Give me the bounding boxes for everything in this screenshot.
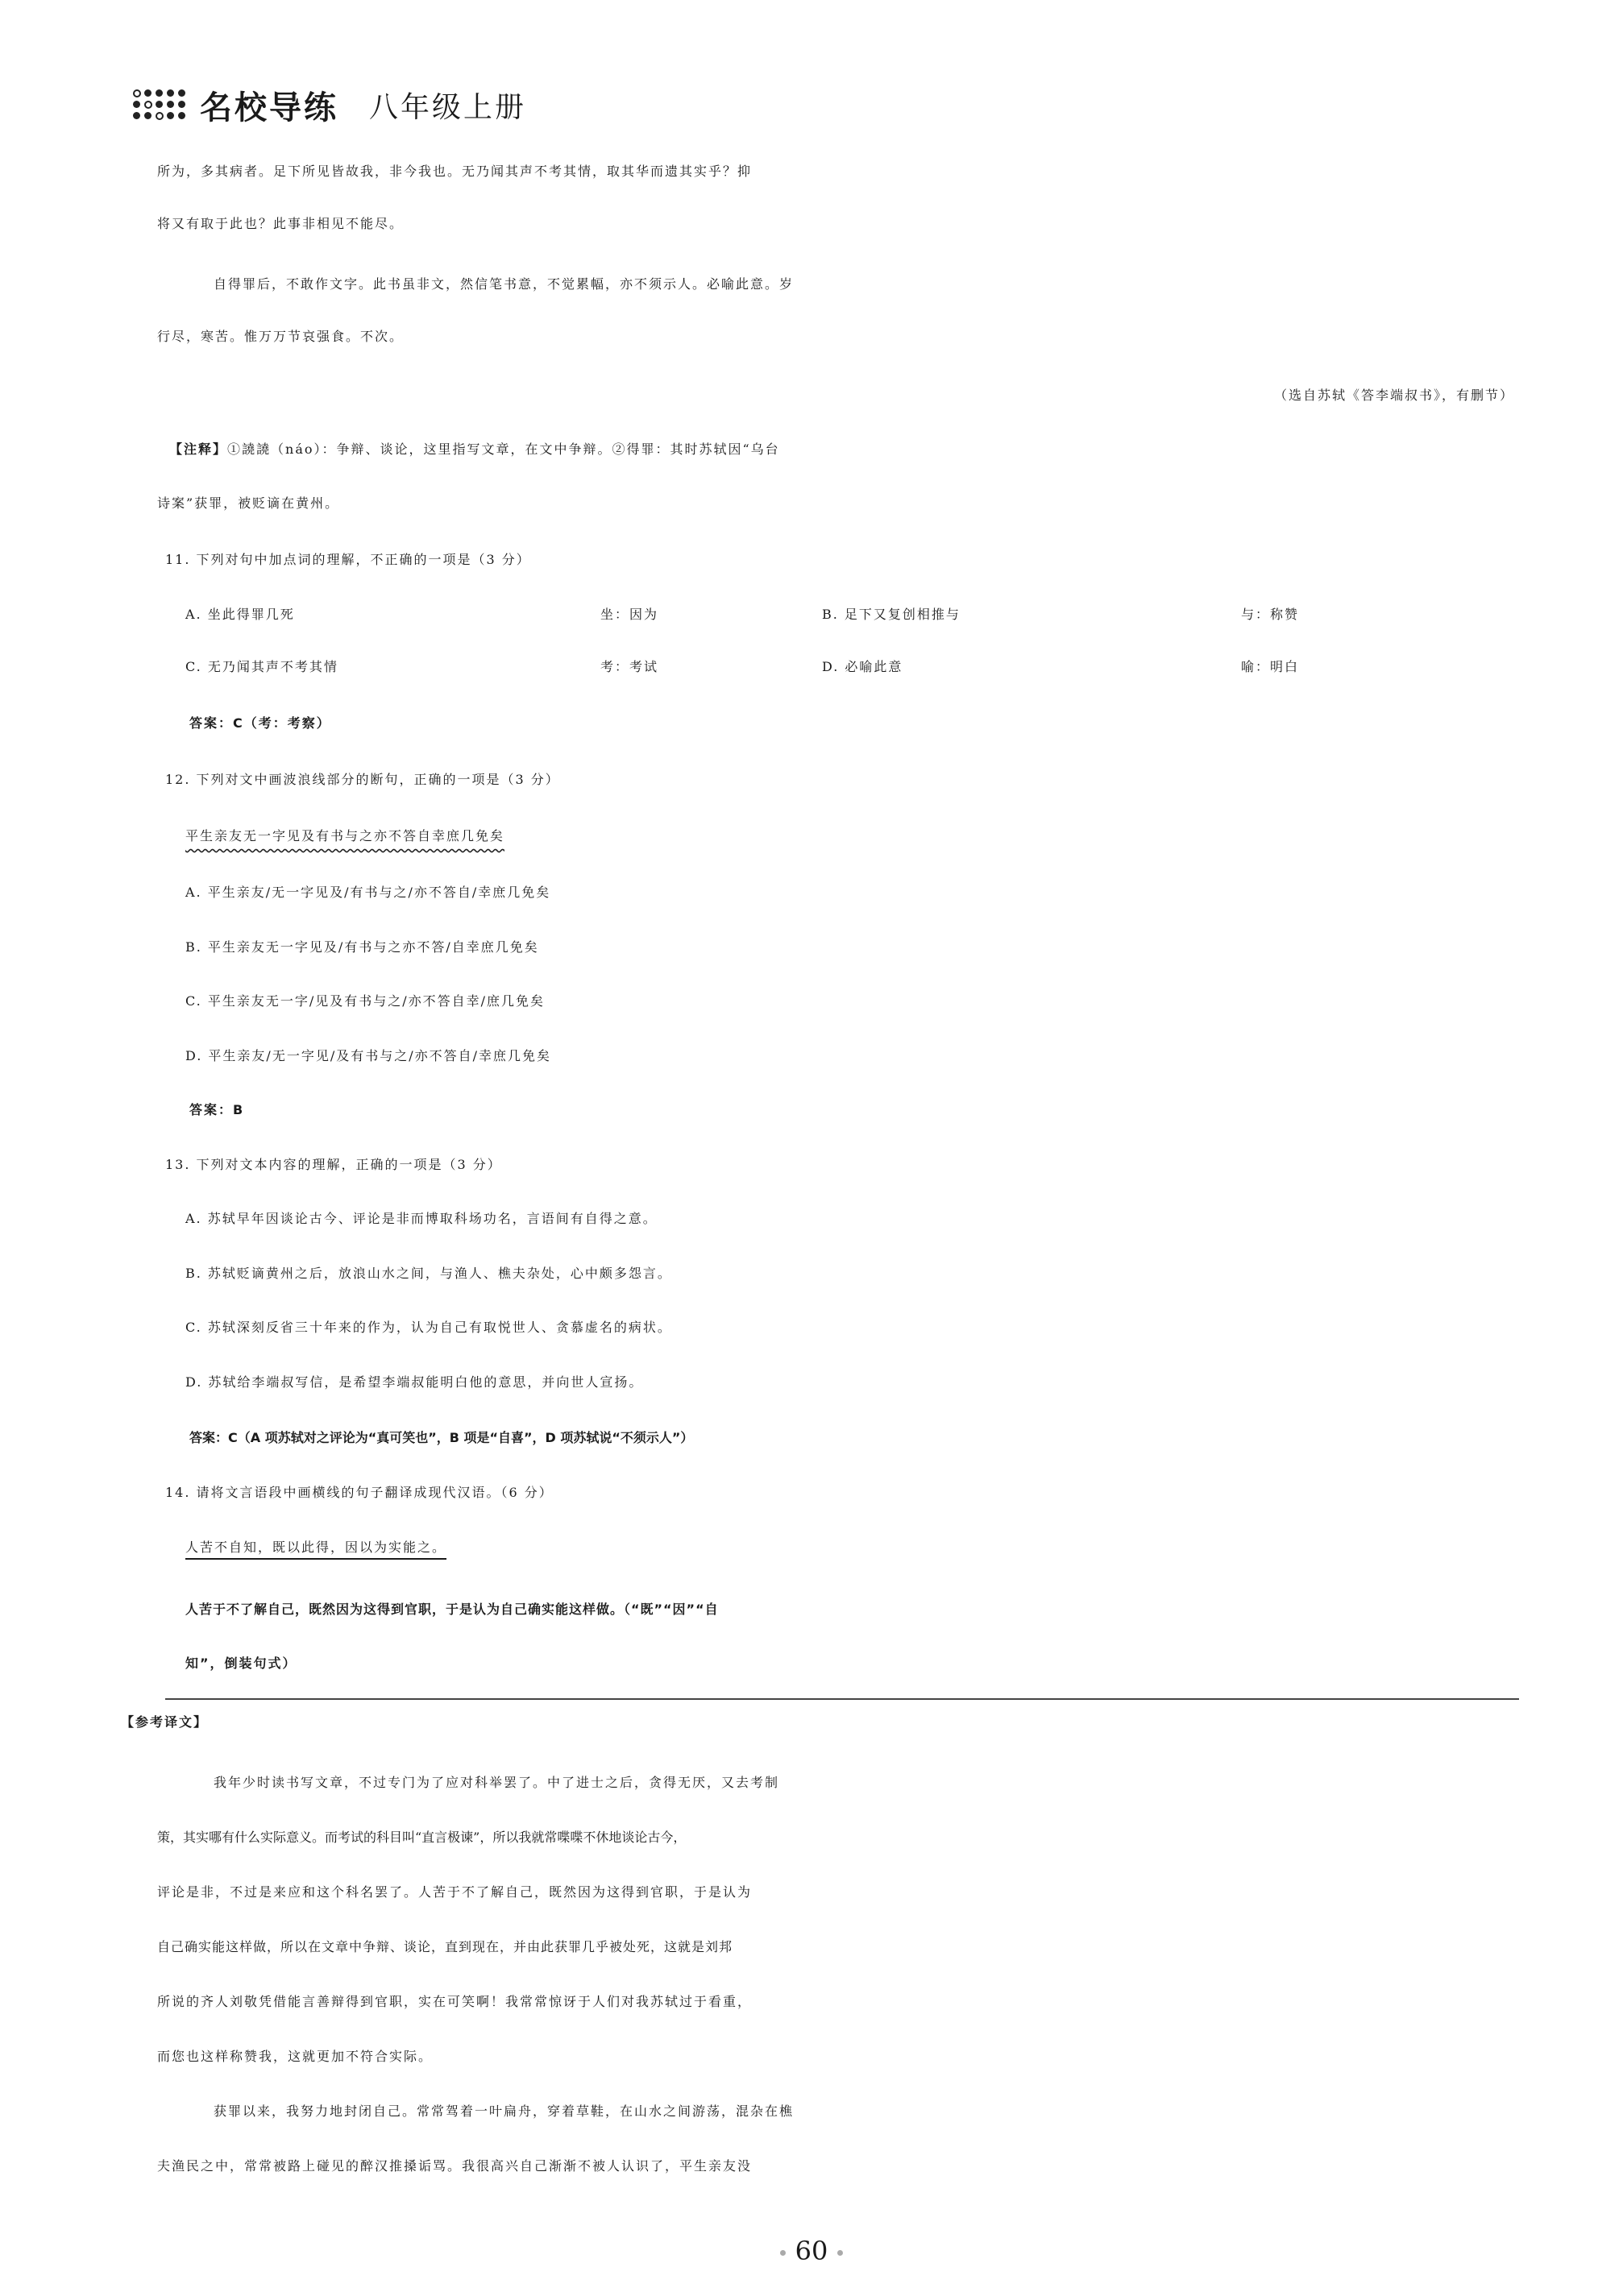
translation-line: 夫渔民之中，常常被路上碰见的醉汉推搡诟骂。我很高兴自己渐渐不被人认识了，平生亲友没	[157, 2158, 753, 2174]
brand-title: 名校导练	[200, 89, 338, 126]
option-d: D. 苏轼给李端叔写信，是希望李端叔能明白他的意思，并向世人宣扬。	[185, 1374, 644, 1390]
notes-label: 【注释】	[169, 441, 228, 457]
option-d: D. 平生亲友/无一字见/及有书与之/亦不答自/幸庶几免矣	[185, 1048, 551, 1063]
answer: 答案：C（考：考察）	[189, 715, 331, 731]
underlined-sentence: 人苦不自知，既以此得，因以为实能之。	[185, 1540, 447, 1555]
option-b: B. 足下又复创相推与	[822, 607, 961, 622]
option-a: A. 平生亲友/无一字见及/有书与之/亦不答自/幸庶几免矣	[185, 885, 551, 900]
page-header	[133, 81, 526, 129]
dots-logo-icon	[133, 89, 187, 121]
translation-line: 所说的齐人刘敬凭借能言善辩得到官职，实在可笑啊！我常常惊讶于人们对我苏轼过于看重，	[157, 1994, 753, 2009]
passage-line: 行尽，寒苦。惟万万节哀强食。不次。	[157, 329, 405, 344]
option-c: C. 平生亲友无一字/见及有书与之/亦不答自幸/庶几免矣	[185, 993, 546, 1009]
option-c: C. 无乃闻其声不考其情	[185, 659, 338, 674]
option-a: A. 苏轼早年因谈论古今、评论是非而博取科场功名，言语间有自得之意。	[185, 1211, 658, 1226]
answer: 知”，倒装句式）	[185, 1656, 297, 1671]
option-d: D. 必喻此意	[822, 659, 903, 674]
option-c-gloss: 考：考试	[600, 659, 659, 674]
option-b: B. 苏轼贬谪黄州之后，放浪山水之间，与渔人、樵夫杂处，心中颇多怨言。	[185, 1266, 672, 1281]
notes-line	[169, 439, 780, 458]
footer-dot-icon	[780, 2250, 786, 2256]
question-sentence	[185, 1537, 446, 1556]
notes-text: ①譊譊（náo）：争辩、谈论，这里指写文章，在文中争辩。②得罪：其时苏轼因“乌台	[227, 441, 780, 457]
answer: 答案：B	[189, 1102, 245, 1117]
question-stem: 13. 下列对文本内容的理解，正确的一项是（3 分）	[165, 1157, 502, 1172]
translation-line: 我年少时读书写文章，不过专门为了应对科举罢了。中了进士之后，贪得无厌，又去考制	[214, 1775, 780, 1790]
page-number: 60	[795, 2236, 828, 2266]
passage-source: （选自苏轼《答李端叔书》，有删节）	[1273, 388, 1514, 403]
question-stem: 12. 下列对文中画波浪线部分的断句，正确的一项是（3 分）	[165, 772, 560, 787]
option-a-gloss: 坐：因为	[600, 607, 659, 622]
translation-line: 而您也这样称赞我，这就更加不符合实际。	[157, 2049, 434, 2064]
passage-line: 所为，多其病者。足下所见皆故我，非今我也。无乃闻其声不考其情，取其华而遗其实乎？抑	[157, 164, 753, 179]
translation-line: 策，其实哪有什么实际意义。而考试的科目叫“直言极谏”，所以我就常喋喋不休地谈论古今，	[157, 1830, 687, 1845]
translation-label: 【参考译文】	[121, 1714, 209, 1730]
grade-label: 八年级上册	[369, 90, 527, 124]
option-d-gloss: 喻：明白	[1241, 659, 1300, 674]
notes-line: 诗案”获罪，被贬谪在黄州。	[157, 495, 340, 511]
answer: 答案：C（A 项苏轼对之评论为“真可笑也”，B 项是“自喜”，D 项苏轼说“不须示人”）	[189, 1430, 694, 1445]
translation-line: 评论是非，不过是来应和这个科名罢了。人苦于不了解自己，既然因为这得到官职，于是认为	[157, 1884, 753, 1900]
answer: 人苦于不了解自己，既然因为这得到官职，于是认为自己确实能这样做。（“既”“因”“自	[185, 1602, 719, 1617]
passage-line: 将又有取于此也？此事非相见不能尽。	[157, 216, 405, 231]
translation-line: 自己确实能这样做，所以在文章中争辩、谈论，直到现在，并由此获罪几乎被处死，这就是刘邦	[157, 1939, 733, 1954]
option-b: B. 平生亲友无一字见及/有书与之亦不答/自幸庶几免矣	[185, 939, 539, 955]
option-a: A. 坐此得罪几死	[185, 607, 295, 622]
question-sentence	[185, 826, 504, 844]
page-footer	[0, 2236, 1623, 2266]
wavy-sentence: 平生亲友无一字见及有书与之亦不答自幸庶几免矣	[185, 828, 505, 843]
footer-dot-icon	[837, 2250, 843, 2256]
question-stem: 14. 请将文言语段中画横线的句子翻译成现代汉语。（6 分）	[165, 1485, 554, 1500]
option-c: C. 苏轼深刻反省三十年来的作为，认为自己有取悦世人、贪慕虚名的病状。	[185, 1320, 672, 1335]
question-stem: 11. 下列对句中加点词的理解，不正确的一项是（3 分）	[165, 552, 531, 567]
option-b-gloss: 与：称赞	[1241, 607, 1300, 622]
translation-line: 获罪以来，我努力地封闭自己。常常驾着一叶扁舟，穿着草鞋，在山水之间游荡，混杂在樵	[214, 2103, 795, 2119]
passage-line: 自得罪后，不敢作文字。此书虽非文，然信笔书意，不觉累幅，亦不须示人。必喻此意。岁	[214, 276, 795, 292]
answer-underline	[165, 1698, 1519, 1700]
